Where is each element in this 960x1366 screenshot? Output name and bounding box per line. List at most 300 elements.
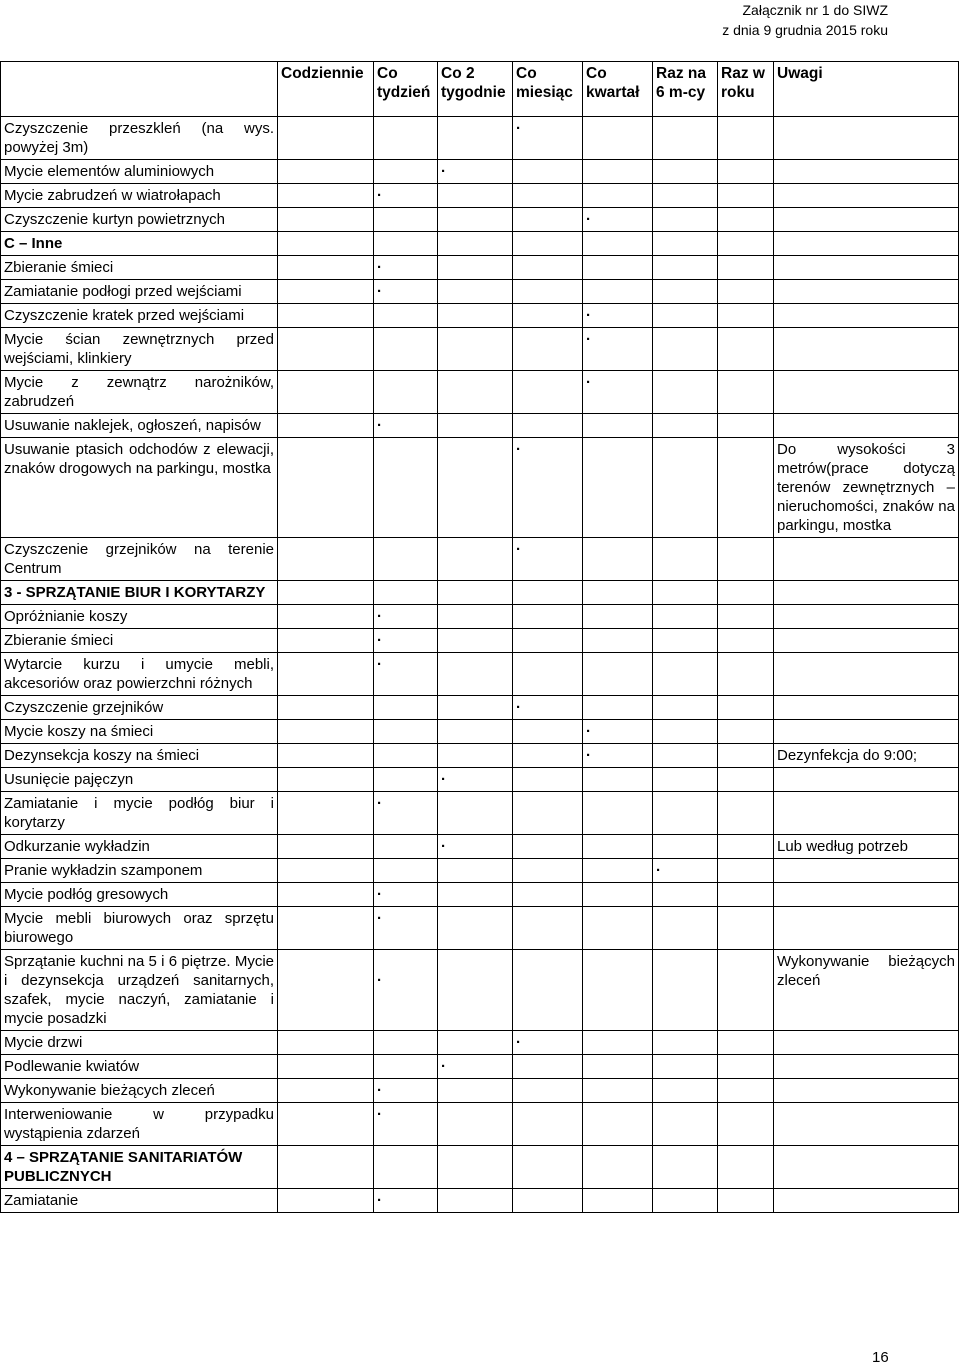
frequency-cell: [513, 1079, 583, 1103]
frequency-cell: [278, 1079, 374, 1103]
frequency-mark: ·: [374, 1103, 438, 1146]
frequency-cell: [278, 256, 374, 280]
frequency-cell: [653, 117, 718, 160]
frequency-cell: [718, 438, 774, 538]
frequency-cell: [718, 280, 774, 304]
task-name: Interweniowanie w przypadku wystąpienia zdarzeń: [1, 1103, 278, 1146]
frequency-cell: [438, 328, 513, 371]
frequency-cell: [583, 605, 653, 629]
frequency-cell: [513, 859, 583, 883]
task-name: Usuwanie ptasich odchodów z elewacji, znaków drogowych na parkingu, mostka: [1, 438, 278, 538]
task-name: Czyszczenie grzejników na terenie Centrum: [1, 538, 278, 581]
frequency-cell: [718, 792, 774, 835]
table-row: [1, 538, 959, 581]
frequency-cell: [718, 768, 774, 792]
task-note: [774, 653, 959, 696]
task-note: [774, 280, 959, 304]
frequency-cell: [653, 835, 718, 859]
frequency-cell: [653, 629, 718, 653]
frequency-cell: [653, 907, 718, 950]
frequency-cell: [583, 438, 653, 538]
frequency-cell: [438, 907, 513, 950]
frequency-cell: [513, 1103, 583, 1146]
frequency-cell: [438, 280, 513, 304]
frequency-cell: [278, 160, 374, 184]
frequency-cell: [583, 1103, 653, 1146]
task-note: [774, 859, 959, 883]
task-note: [774, 184, 959, 208]
task-note: [774, 117, 959, 160]
task-note: Do wysokości 3 metrów(prace dotyczą terenów zewnętrznych – nieruchomości, znaków na parkingu, mostka: [774, 438, 959, 538]
task-name: Mycie drzwi: [1, 1031, 278, 1055]
frequency-mark: ·: [374, 792, 438, 835]
frequency-mark: ·: [374, 1189, 438, 1213]
table-row: [1, 696, 959, 720]
frequency-cell: [653, 1189, 718, 1213]
frequency-cell: [653, 792, 718, 835]
frequency-cell: [653, 768, 718, 792]
frequency-cell: [374, 581, 438, 605]
frequency-cell: [653, 160, 718, 184]
column-header-biweekly: Co 2 tygodnie: [438, 62, 513, 117]
frequency-cell: [653, 696, 718, 720]
task-name: Czyszczenie kurtyn powietrznych: [1, 208, 278, 232]
frequency-cell: [278, 629, 374, 653]
frequency-mark: ·: [513, 696, 583, 720]
task-note: [774, 1079, 959, 1103]
frequency-cell: [583, 950, 653, 1031]
frequency-cell: [653, 720, 718, 744]
frequency-cell: [278, 950, 374, 1031]
frequency-cell: [278, 184, 374, 208]
frequency-mark: ·: [374, 280, 438, 304]
frequency-cell: [513, 1055, 583, 1079]
frequency-cell: [438, 371, 513, 414]
frequency-cell: [374, 859, 438, 883]
frequency-cell: [513, 371, 583, 414]
frequency-cell: [718, 1079, 774, 1103]
header-line-2: z dnia 9 grudnia 2015 roku: [722, 22, 888, 38]
table-row: [1, 792, 959, 835]
table-row: [1, 160, 959, 184]
task-name: Wytarcie kurzu i umycie mebli, akcesoriów oraz powierzchni różnych: [1, 653, 278, 696]
frequency-mark: ·: [374, 907, 438, 950]
page-number: 16: [872, 1349, 889, 1366]
frequency-cell: [718, 371, 774, 414]
task-name: Opróżnianie koszy: [1, 605, 278, 629]
frequency-cell: [583, 792, 653, 835]
task-note: [774, 256, 959, 280]
column-header-weekly: Co tydzień: [374, 62, 438, 117]
frequency-cell: [438, 1079, 513, 1103]
frequency-cell: [653, 184, 718, 208]
frequency-cell: [653, 328, 718, 371]
frequency-cell: [438, 256, 513, 280]
column-header-monthly: Co miesiąc: [513, 62, 583, 117]
frequency-cell: [278, 438, 374, 538]
table-row: [1, 371, 959, 414]
frequency-cell: [278, 581, 374, 605]
task-name: Odkurzanie wykładzin: [1, 835, 278, 859]
frequency-cell: [278, 1031, 374, 1055]
document-header: [722, 0, 888, 40]
frequency-mark: ·: [653, 859, 718, 883]
frequency-cell: [278, 1189, 374, 1213]
task-name: Mycie z zewnątrz narożników, zabrudzeń: [1, 371, 278, 414]
table-row: [1, 184, 959, 208]
table-row: [1, 208, 959, 232]
task-note: [774, 1055, 959, 1079]
frequency-mark: ·: [583, 304, 653, 328]
frequency-cell: [438, 538, 513, 581]
frequency-cell: [438, 304, 513, 328]
frequency-cell: [374, 1055, 438, 1079]
task-name: Czyszczenie kratek przed wejściami: [1, 304, 278, 328]
frequency-cell: [438, 629, 513, 653]
frequency-cell: [374, 328, 438, 371]
frequency-mark: ·: [513, 538, 583, 581]
frequency-cell: [653, 232, 718, 256]
frequency-cell: [718, 629, 774, 653]
header-line-1: Załącznik nr 1 do SIWZ: [742, 2, 888, 18]
frequency-cell: [583, 1189, 653, 1213]
task-name: Czyszczenie przeszkleń (na wys. powyżej 3m): [1, 117, 278, 160]
frequency-cell: [513, 768, 583, 792]
task-name: Mycie elementów aluminiowych: [1, 160, 278, 184]
column-header-quarterly: Co kwartał: [583, 62, 653, 117]
frequency-cell: [718, 907, 774, 950]
table-row: [1, 438, 959, 538]
frequency-cell: [278, 280, 374, 304]
frequency-cell: [653, 950, 718, 1031]
frequency-cell: [583, 883, 653, 907]
task-name: Zamiatanie podłogi przed wejściami: [1, 280, 278, 304]
frequency-cell: [438, 117, 513, 160]
frequency-cell: [718, 859, 774, 883]
frequency-cell: [718, 208, 774, 232]
task-note: [774, 581, 959, 605]
frequency-cell: [583, 653, 653, 696]
frequency-mark: ·: [438, 768, 513, 792]
frequency-cell: [513, 744, 583, 768]
section-row: [1, 581, 959, 605]
table-row: [1, 883, 959, 907]
frequency-cell: [438, 950, 513, 1031]
frequency-cell: [438, 720, 513, 744]
frequency-cell: [513, 581, 583, 605]
frequency-cell: [718, 696, 774, 720]
task-note: [774, 328, 959, 371]
frequency-cell: [438, 883, 513, 907]
section-title: C – Inne: [1, 232, 278, 256]
frequency-cell: [278, 414, 374, 438]
frequency-cell: [438, 438, 513, 538]
frequency-cell: [278, 304, 374, 328]
frequency-cell: [718, 117, 774, 160]
frequency-cell: [583, 232, 653, 256]
frequency-cell: [653, 256, 718, 280]
frequency-cell: [278, 859, 374, 883]
frequency-cell: [374, 117, 438, 160]
frequency-cell: [278, 1055, 374, 1079]
frequency-cell: [438, 1189, 513, 1213]
task-note: [774, 160, 959, 184]
column-header-task: [1, 62, 278, 117]
frequency-cell: [653, 1103, 718, 1146]
task-name: Czyszczenie grzejników: [1, 696, 278, 720]
task-note: [774, 907, 959, 950]
frequency-cell: [583, 414, 653, 438]
frequency-cell: [374, 744, 438, 768]
frequency-cell: [718, 160, 774, 184]
task-name: Dezynsekcja koszy na śmieci: [1, 744, 278, 768]
frequency-cell: [718, 304, 774, 328]
table-row: [1, 256, 959, 280]
task-note: [774, 1103, 959, 1146]
frequency-cell: [583, 696, 653, 720]
table-row: [1, 950, 959, 1031]
frequency-cell: [718, 414, 774, 438]
task-note: Lub według potrzeb: [774, 835, 959, 859]
frequency-cell: [374, 720, 438, 744]
frequency-cell: [583, 184, 653, 208]
frequency-cell: [513, 304, 583, 328]
task-name: Mycie ścian zewnętrznych przed wejściami, klinkiery: [1, 328, 278, 371]
frequency-cell: [374, 1146, 438, 1189]
frequency-cell: [513, 907, 583, 950]
task-note: [774, 1031, 959, 1055]
frequency-cell: [278, 907, 374, 950]
table-row: [1, 414, 959, 438]
frequency-cell: [438, 744, 513, 768]
task-name: Mycie zabrudzeń w wiatrołapach: [1, 184, 278, 208]
frequency-cell: [278, 605, 374, 629]
table-row: [1, 768, 959, 792]
frequency-mark: ·: [583, 744, 653, 768]
frequency-cell: [718, 744, 774, 768]
task-name: Mycie podłóg gresowych: [1, 883, 278, 907]
frequency-mark: ·: [513, 117, 583, 160]
frequency-cell: [513, 232, 583, 256]
task-name: Zamiatanie i mycie podłóg biur i korytarzy: [1, 792, 278, 835]
frequency-cell: [583, 1055, 653, 1079]
frequency-cell: [718, 256, 774, 280]
frequency-mark: ·: [374, 184, 438, 208]
frequency-cell: [513, 653, 583, 696]
table-row: [1, 744, 959, 768]
task-note: [774, 696, 959, 720]
table-row: [1, 720, 959, 744]
frequency-mark: ·: [583, 371, 653, 414]
column-header-semiannual: Raz na 6 m-cy: [653, 62, 718, 117]
task-note: [774, 720, 959, 744]
frequency-mark: ·: [513, 438, 583, 538]
frequency-cell: [653, 371, 718, 414]
table-row: [1, 304, 959, 328]
frequency-cell: [653, 1146, 718, 1189]
frequency-cell: [718, 1189, 774, 1213]
frequency-cell: [513, 950, 583, 1031]
frequency-cell: [278, 835, 374, 859]
table-row: [1, 328, 959, 371]
frequency-cell: [513, 883, 583, 907]
frequency-cell: [583, 160, 653, 184]
table-row: [1, 1079, 959, 1103]
column-header-daily: Codziennie: [278, 62, 374, 117]
frequency-cell: [718, 883, 774, 907]
frequency-cell: [513, 208, 583, 232]
task-note: [774, 883, 959, 907]
frequency-cell: [653, 581, 718, 605]
frequency-mark: ·: [513, 1031, 583, 1055]
table-row: [1, 280, 959, 304]
frequency-mark: ·: [583, 720, 653, 744]
frequency-cell: [438, 605, 513, 629]
column-header-notes: Uwagi: [774, 62, 959, 117]
frequency-cell: [653, 304, 718, 328]
frequency-cell: [278, 653, 374, 696]
frequency-cell: [653, 1079, 718, 1103]
frequency-cell: [438, 1146, 513, 1189]
frequency-cell: [374, 160, 438, 184]
frequency-cell: [583, 538, 653, 581]
task-name: Pranie wykładzin szamponem: [1, 859, 278, 883]
frequency-cell: [513, 184, 583, 208]
frequency-cell: [278, 768, 374, 792]
frequency-mark: ·: [583, 328, 653, 371]
frequency-cell: [718, 605, 774, 629]
frequency-cell: [513, 720, 583, 744]
frequency-cell: [583, 859, 653, 883]
cleaning-schedule-table: [0, 61, 959, 1213]
task-name: Usunięcie pajęczyn: [1, 768, 278, 792]
frequency-cell: [653, 538, 718, 581]
frequency-cell: [653, 414, 718, 438]
frequency-cell: [583, 1079, 653, 1103]
frequency-mark: ·: [374, 414, 438, 438]
frequency-cell: [718, 720, 774, 744]
frequency-cell: [374, 768, 438, 792]
section-title: 4 – SPRZĄTANIE SANITARIATÓW PUBLICZNYCH: [1, 1146, 278, 1189]
frequency-cell: [438, 859, 513, 883]
frequency-cell: [583, 280, 653, 304]
frequency-cell: [513, 1189, 583, 1213]
table-row: [1, 653, 959, 696]
frequency-cell: [438, 184, 513, 208]
frequency-cell: [718, 538, 774, 581]
frequency-mark: ·: [374, 256, 438, 280]
column-header-yearly: Raz w roku: [718, 62, 774, 117]
table-row: [1, 1103, 959, 1146]
frequency-cell: [583, 1146, 653, 1189]
frequency-cell: [278, 117, 374, 160]
frequency-cell: [718, 653, 774, 696]
table-row: [1, 117, 959, 160]
task-name: Usuwanie naklejek, ogłoszeń, napisów: [1, 414, 278, 438]
frequency-cell: [718, 1055, 774, 1079]
table-row: [1, 1055, 959, 1079]
task-note: Wykonywanie bieżących zleceń: [774, 950, 959, 1031]
frequency-cell: [653, 438, 718, 538]
frequency-cell: [513, 605, 583, 629]
frequency-cell: [374, 1031, 438, 1055]
header-row: [1, 62, 959, 117]
frequency-cell: [278, 883, 374, 907]
frequency-cell: [513, 792, 583, 835]
frequency-cell: [718, 1031, 774, 1055]
frequency-cell: [718, 581, 774, 605]
frequency-cell: [374, 208, 438, 232]
table-row: [1, 835, 959, 859]
task-note: [774, 629, 959, 653]
task-note: [774, 304, 959, 328]
frequency-cell: [374, 538, 438, 581]
table-row: [1, 1189, 959, 1213]
frequency-cell: [653, 1055, 718, 1079]
frequency-cell: [374, 438, 438, 538]
frequency-mark: ·: [438, 160, 513, 184]
task-name: Wykonywanie bieżących zleceń: [1, 1079, 278, 1103]
frequency-cell: [718, 328, 774, 371]
frequency-cell: [718, 1103, 774, 1146]
frequency-cell: [438, 232, 513, 256]
task-note: [774, 538, 959, 581]
frequency-cell: [583, 907, 653, 950]
frequency-cell: [513, 160, 583, 184]
section-title: 3 - SPRZĄTANIE BIUR I KORYTARZY: [1, 581, 278, 605]
section-row: [1, 232, 959, 256]
task-note: [774, 1189, 959, 1213]
task-note: [774, 768, 959, 792]
frequency-cell: [583, 256, 653, 280]
frequency-cell: [438, 208, 513, 232]
frequency-cell: [653, 280, 718, 304]
frequency-mark: ·: [374, 653, 438, 696]
frequency-cell: [374, 232, 438, 256]
frequency-cell: [513, 414, 583, 438]
frequency-cell: [718, 835, 774, 859]
task-name: Podlewanie kwiatów: [1, 1055, 278, 1079]
frequency-mark: ·: [438, 835, 513, 859]
frequency-cell: [718, 1146, 774, 1189]
frequency-cell: [513, 1146, 583, 1189]
frequency-mark: ·: [438, 1055, 513, 1079]
frequency-mark: ·: [374, 950, 438, 1031]
section-row: [1, 1146, 959, 1189]
frequency-cell: [718, 184, 774, 208]
table-row: [1, 629, 959, 653]
frequency-cell: [278, 232, 374, 256]
frequency-cell: [718, 950, 774, 1031]
task-note: [774, 414, 959, 438]
frequency-cell: [653, 883, 718, 907]
frequency-cell: [583, 835, 653, 859]
frequency-cell: [278, 371, 374, 414]
task-note: [774, 792, 959, 835]
frequency-cell: [278, 328, 374, 371]
frequency-cell: [374, 696, 438, 720]
frequency-cell: [583, 581, 653, 605]
task-note: [774, 605, 959, 629]
frequency-cell: [438, 1031, 513, 1055]
frequency-cell: [513, 328, 583, 371]
frequency-cell: [278, 1146, 374, 1189]
frequency-cell: [374, 304, 438, 328]
table-row: [1, 859, 959, 883]
frequency-cell: [278, 1103, 374, 1146]
frequency-cell: [374, 835, 438, 859]
frequency-cell: [653, 653, 718, 696]
